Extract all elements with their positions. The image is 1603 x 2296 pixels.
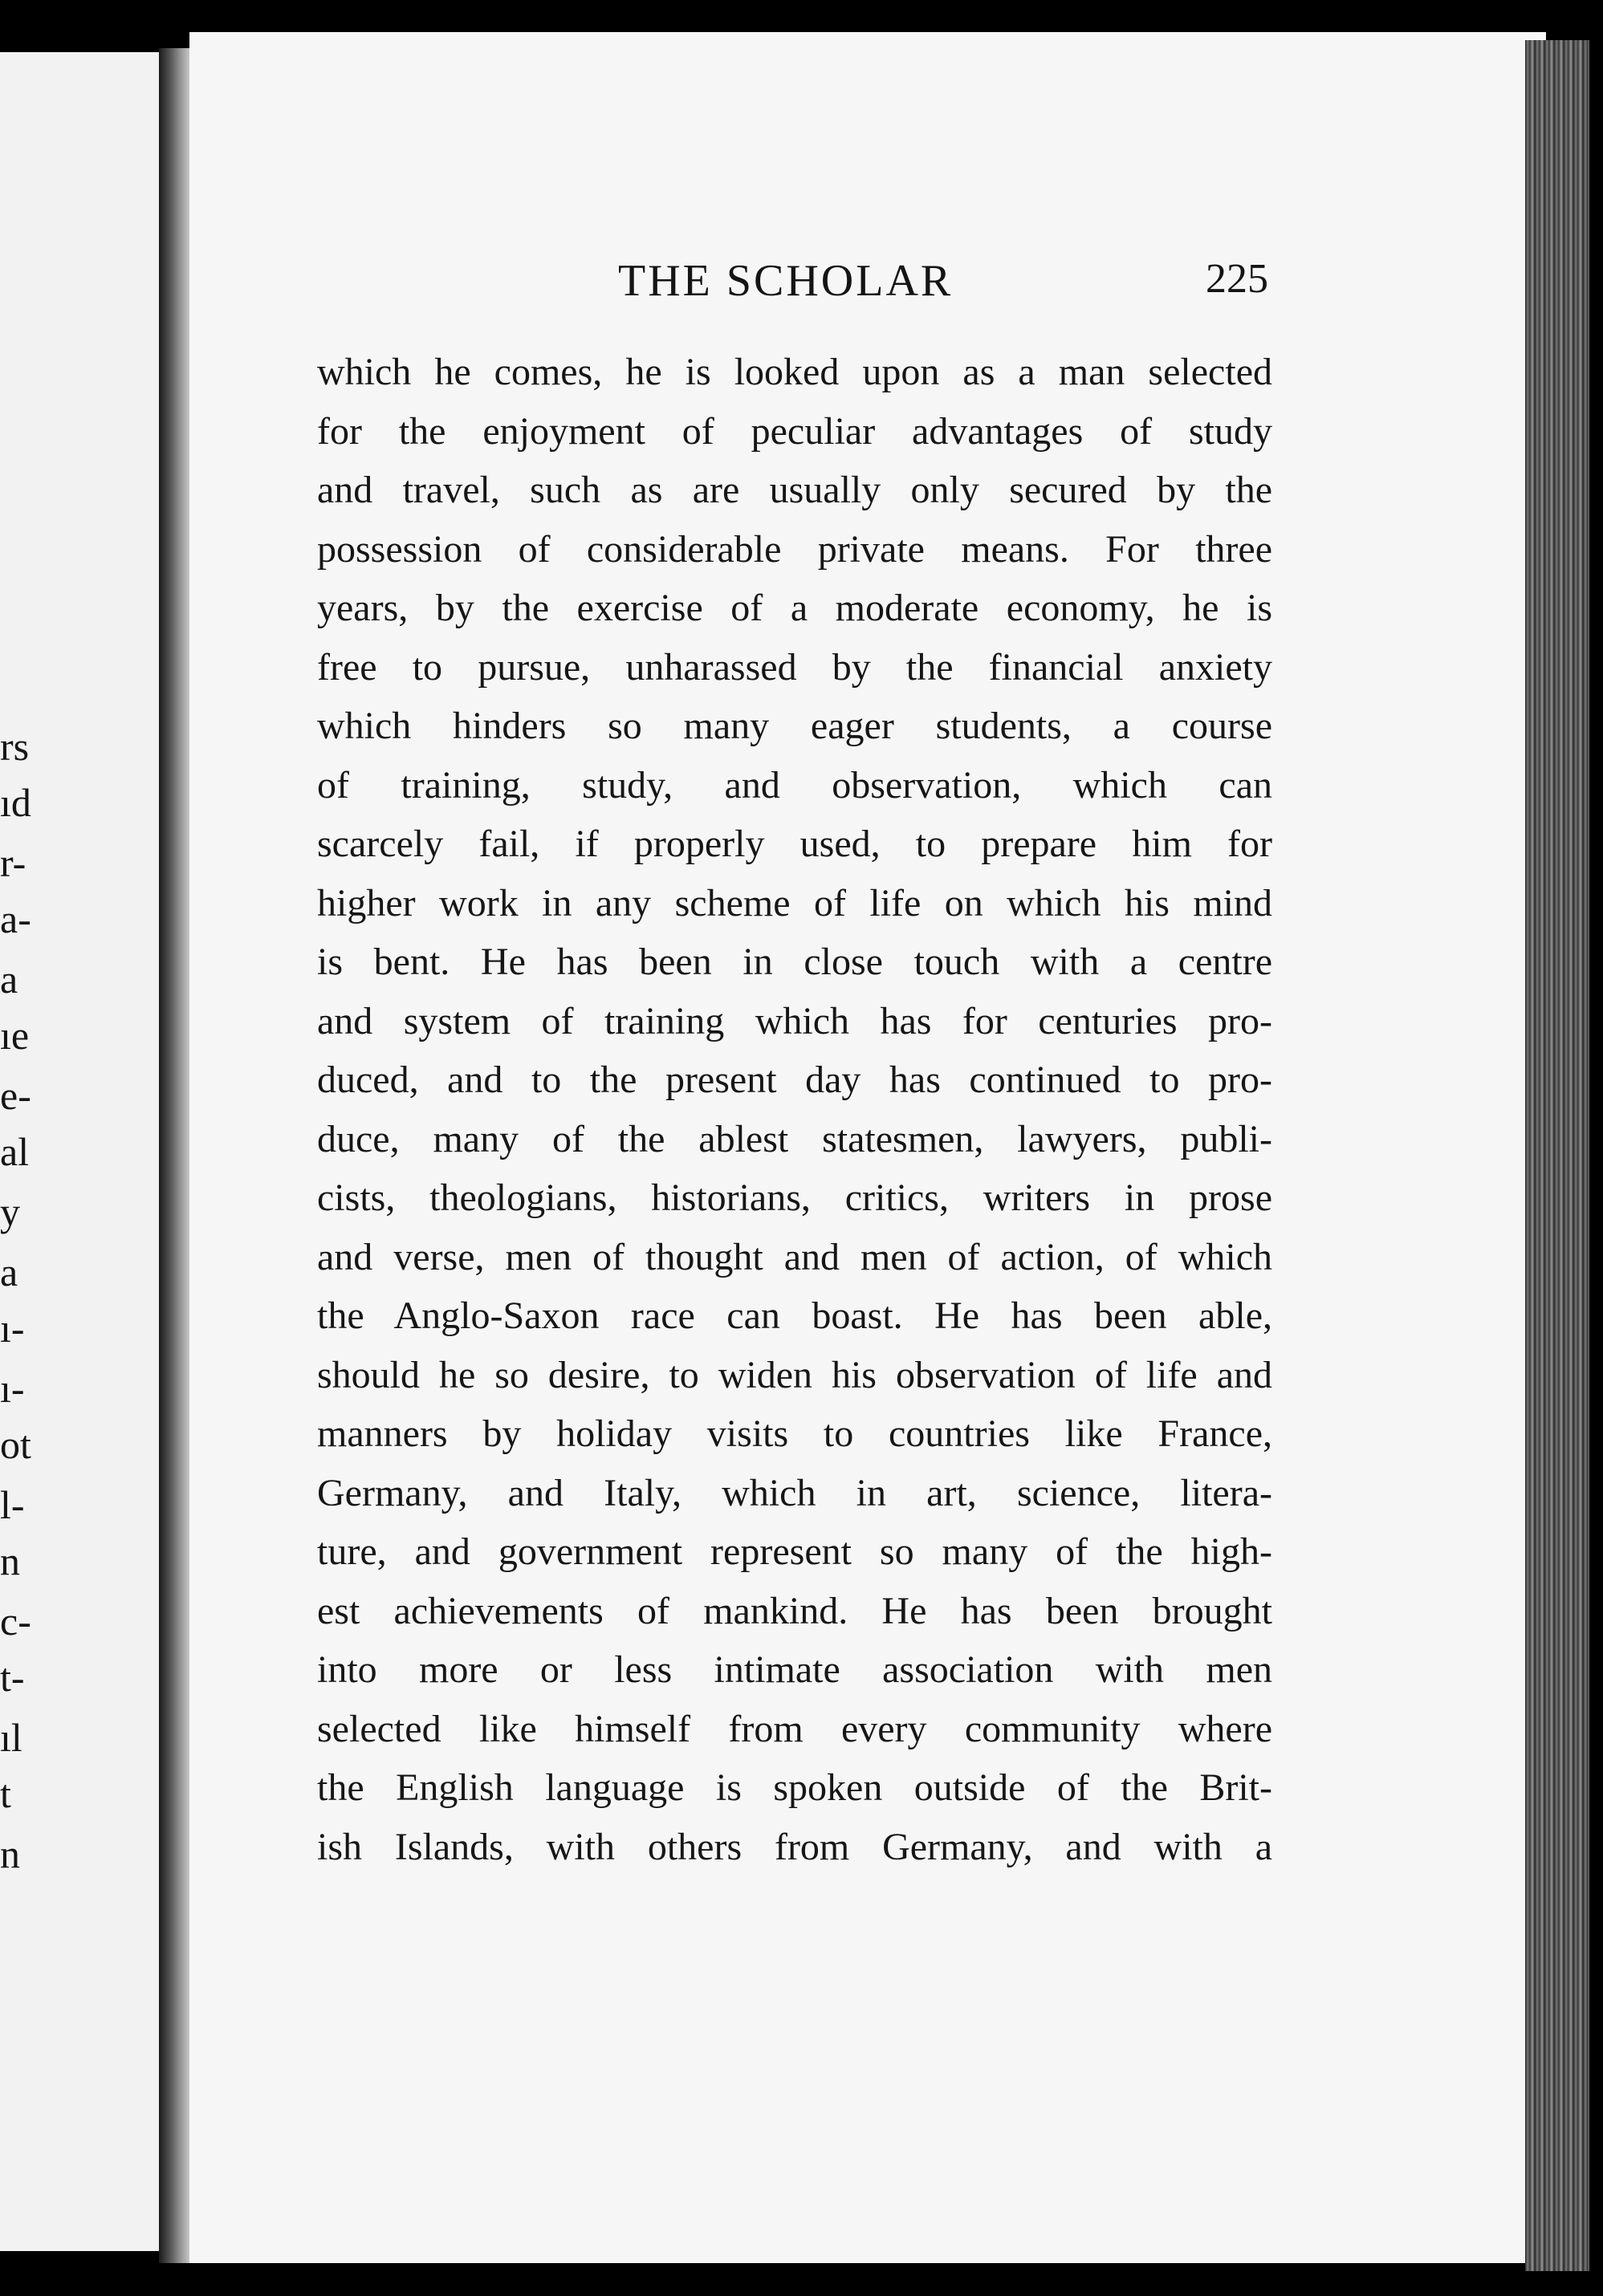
- text-line: cists, theologians, historians, critics, writers in prose: [317, 1176, 1272, 1219]
- text-line: years, by the exercise of a moderate economy, he is: [317, 587, 1272, 629]
- running-title: THE SCHOLAR: [618, 256, 954, 306]
- page-edge-stack: [1525, 40, 1589, 2271]
- text-line: Germany, and Italy, which in art, science, litera-: [317, 1471, 1272, 1514]
- left-page-text-fragment: c-: [0, 1599, 31, 1644]
- left-page-text-fragment: n: [0, 1538, 20, 1583]
- left-page-text-fragment: n: [0, 1831, 20, 1876]
- text-line: the English language is spoken outside of the Brit-: [317, 1766, 1272, 1809]
- left-page-text-fragment: a: [0, 957, 18, 1002]
- left-page-text-fragment: t: [0, 1771, 11, 1816]
- left-page-text-fragment: al: [0, 1129, 30, 1174]
- left-page-text-fragment: ıe: [0, 1013, 30, 1058]
- text-line: for the enjoyment of peculiar advantages of study: [317, 409, 1272, 453]
- text-line: duced, and to the present day has continued to pro-: [317, 1059, 1272, 1101]
- text-line: est achievements of mankind. He has been brought: [317, 1589, 1272, 1632]
- left-page-text-fragment: r-: [0, 840, 26, 885]
- text-line: selected like himself from every community where: [317, 1707, 1272, 1750]
- left-page-text-fragment: a: [0, 1250, 18, 1294]
- text-line: the Anglo-Saxon race can boast. He has been able,: [317, 1294, 1272, 1337]
- text-line: possession of considerable private means. For three: [317, 527, 1272, 571]
- text-line: and system of training which has for centuries pro-: [317, 999, 1272, 1042]
- text-line: free to pursue, unharassed by the financial anxiety: [317, 645, 1272, 689]
- left-page-text-fragment: rs: [0, 724, 30, 769]
- text-line: and verse, men of thought and men of action, of which: [317, 1235, 1272, 1278]
- text-line: scarcely fail, if properly used, to prepare him for: [317, 823, 1272, 865]
- text-line: higher work in any scheme of life on which his mind: [317, 881, 1272, 924]
- text-line: ish Islands, with others from Germany, and with a: [317, 1825, 1272, 1868]
- left-page-text-fragment: y: [0, 1189, 20, 1234]
- left-page-text-fragment: ıl: [0, 1715, 22, 1760]
- text-line: should he so desire, to widen his observation of life and: [317, 1353, 1272, 1396]
- running-head: [313, 255, 1268, 311]
- left-page-text-fragment: ot: [0, 1422, 31, 1467]
- book-gutter: [159, 48, 191, 2263]
- text-line: manners by holiday visits to countries like France,: [317, 1412, 1272, 1455]
- page-number: 225: [1206, 256, 1268, 302]
- left-page-text-fragment: ı-: [0, 1306, 25, 1351]
- text-line: of training, study, and observation, which can: [317, 763, 1272, 807]
- left-page-fragment: [0, 52, 161, 2251]
- text-line: ture, and government represent so many of the high-: [317, 1530, 1272, 1573]
- text-line: which hinders so many eager students, a course: [317, 705, 1272, 747]
- left-page-text-fragment: e-: [0, 1073, 31, 1118]
- left-page-text-fragment: ı-: [0, 1366, 25, 1411]
- left-page-text-fragment: ıd: [0, 780, 31, 825]
- left-page-text-fragment: l-: [0, 1482, 25, 1527]
- text-line: which he comes, he is looked upon as a man selected: [317, 351, 1272, 393]
- text-line: and travel, such as are usually only secured by the: [317, 469, 1272, 511]
- text-line: is bent. He has been in close touch with a centre: [317, 941, 1272, 983]
- text-line: into more or less intimate association with men: [317, 1648, 1272, 1691]
- body-text: [317, 343, 1272, 1876]
- left-page-text-fragment: a-: [0, 896, 31, 941]
- left-page-text-fragment: t-: [0, 1655, 25, 1700]
- text-line: duce, many of the ablest statesmen, lawyers, publi-: [317, 1117, 1272, 1160]
